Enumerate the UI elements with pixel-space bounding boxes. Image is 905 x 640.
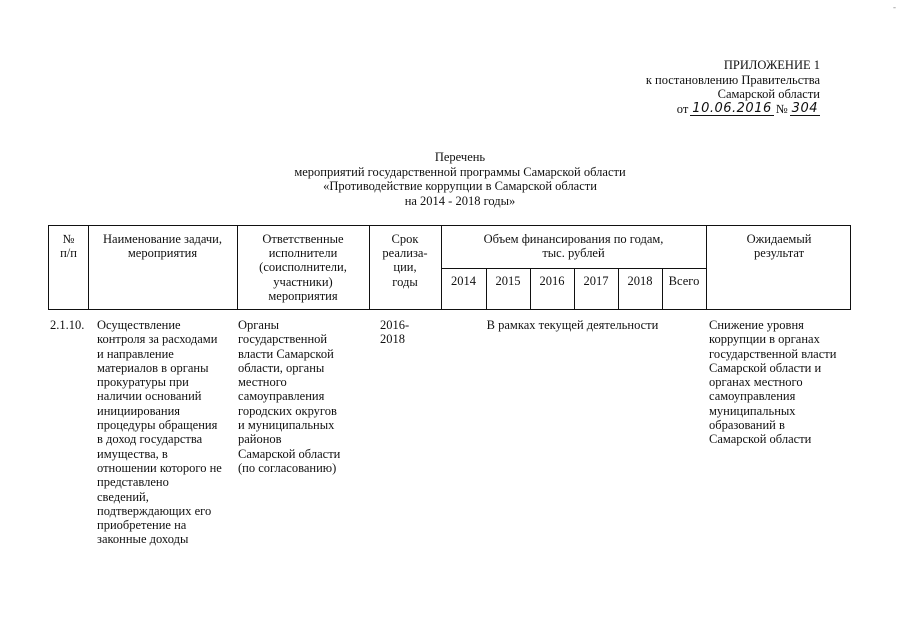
row-name-line: имущества, в: [97, 446, 168, 461]
handwritten-date: 10.06.2016: [692, 101, 772, 116]
title-line-3: «Противодействие коррупции в Самарской области: [323, 179, 597, 193]
row-name-line: процедуры обращения: [97, 418, 218, 433]
row-executors-line: и муниципальных: [238, 418, 335, 433]
title-line-4: на 2014 - 2018 годы»: [404, 193, 516, 208]
row-executors-line: государственной: [238, 332, 328, 347]
title-line-2: мероприятий государственной программы Самарской области: [294, 164, 626, 179]
header-year-2015: 2015: [495, 274, 521, 288]
row-executors-line: самоуправления: [238, 389, 325, 404]
appendix-line-2: к постановлению Правительства: [645, 72, 820, 87]
row-result-line: Снижение уровня: [709, 318, 804, 332]
header-executors-line-1: Ответственные: [262, 232, 344, 246]
row-name-line: и направление: [97, 346, 174, 361]
row-term-line: 2018: [380, 332, 405, 347]
header-num-line-1: №: [62, 232, 75, 246]
header-funding-line-2: тыс. рублей: [542, 246, 605, 261]
header-term-line-3: ции,: [393, 260, 417, 275]
row-result-line: государственной власти: [709, 346, 837, 361]
row-funding: В рамках текущей деятельности: [486, 318, 659, 332]
appendix-line-1: ПРИЛОЖЕНИЕ 1: [723, 58, 820, 72]
row-result-line: самоуправления: [709, 389, 796, 404]
row-result: [709, 318, 854, 447]
row-executors-line: (по согласованию): [238, 460, 337, 475]
row-name-line: представлено: [97, 475, 169, 490]
row-result-line: образований в: [709, 418, 785, 433]
row-result-line: муниципальных: [709, 403, 796, 418]
row-executors-line: Органы: [238, 318, 280, 332]
row-term: [380, 318, 409, 347]
row-result-line: Самарской области и: [709, 360, 822, 375]
row-name: [97, 318, 237, 547]
row-name-line: законные доходы: [97, 532, 189, 547]
appendix-line-3: Самарской области: [717, 87, 820, 101]
header-result-line-2: результат: [753, 246, 805, 261]
header-result: [706, 232, 852, 260]
row-name-line: инициирования: [97, 403, 181, 418]
header-year-2018: 2018: [627, 274, 653, 288]
appendix-block: [620, 58, 820, 116]
row-term-line: 2016-: [380, 318, 410, 332]
title-line-1: Перечень: [434, 150, 486, 164]
header-table: [48, 225, 851, 310]
header-executors-line-2: исполнители: [268, 246, 338, 261]
row-name-line: наличии оснований: [97, 389, 202, 404]
row-result-line: Самарской области: [709, 432, 812, 447]
header-term-line-4: годы: [392, 274, 418, 289]
header-term: [369, 232, 441, 289]
header-name: [88, 232, 237, 260]
row-executors: [238, 318, 368, 475]
row-name-line: материалов в органы: [97, 360, 209, 375]
row-name-line: прокуратуры при: [97, 375, 189, 390]
document-title: [240, 150, 680, 208]
row-executors-line: городских округов: [238, 403, 337, 418]
row-name-line: отношении которого не: [97, 460, 222, 475]
header-result-line-1: Ожидаемый: [746, 232, 812, 246]
row-result-line: коррупции в органах: [709, 332, 820, 347]
row-name-line: контроля за расходами: [97, 332, 218, 347]
header-name-line-2: мероприятия: [127, 246, 198, 261]
header-executors-line-5: мероприятия: [268, 288, 338, 303]
row-executors-line: районов: [238, 432, 282, 447]
header-num: [49, 232, 88, 260]
handwritten-number: 304: [791, 101, 818, 116]
header-executors-line-3: (соисполнители,: [259, 260, 347, 275]
header-year-2017: 2017: [583, 274, 609, 288]
number-prefix: №: [775, 101, 788, 116]
header-name-line-1: Наименование задачи,: [103, 232, 222, 246]
header-year-2014: 2014: [451, 274, 476, 288]
header-year-2016: 2016: [539, 274, 565, 288]
header-funding: [441, 232, 706, 260]
header-executors: [237, 232, 369, 303]
row-executors-line: Самарской области: [238, 446, 341, 461]
row-name-line: приобретение на: [97, 518, 187, 533]
decree-date-number: [620, 102, 820, 117]
header-term-line-1: Срок: [391, 232, 419, 246]
header-executors-line-4: участники): [273, 274, 333, 289]
row-executors-line: области, органы: [238, 360, 325, 375]
scan-mark: -: [893, 2, 896, 12]
row-name-line: сведений,: [97, 489, 149, 504]
row-name-line: в доход государства: [97, 432, 203, 447]
row-name-line: подтверждающих его: [97, 503, 212, 518]
row-executors-line: власти Самарской: [238, 346, 334, 361]
header-term-line-2: реализа-: [382, 246, 428, 261]
header-funding-line-1: Объем финансирования по годам,: [483, 232, 664, 246]
row-number: 2.1.10.: [50, 318, 85, 332]
header-num-line-2: п/п: [60, 246, 77, 261]
header-total: Всего: [668, 274, 700, 288]
row-result-line: органах местного: [709, 375, 803, 390]
row-executors-line: местного: [238, 375, 287, 390]
date-prefix: от: [676, 101, 689, 116]
row-name-line: Осуществление: [97, 318, 181, 332]
